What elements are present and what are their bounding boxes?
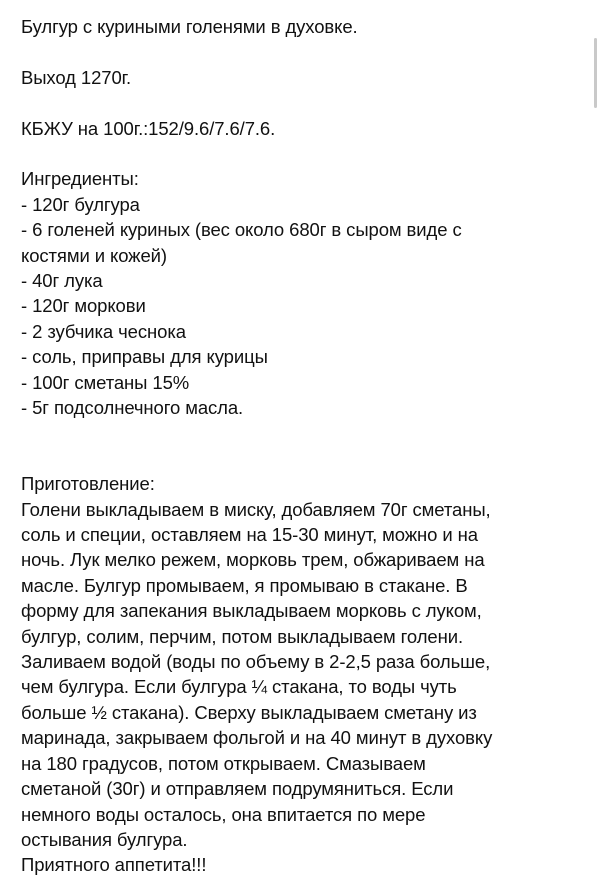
ingredient-item: - соль, приправы для курицы — [21, 346, 268, 368]
recipe-note — [21, 14, 581, 878]
method-line: масле. Булгур промываем, я промываю в стакане. В — [21, 574, 468, 596]
method-line: форму для запекания выкладываем морковь с луком, — [21, 600, 482, 622]
method-line: маринада, закрываем фольгой и на 40 минут в духовку — [21, 727, 493, 749]
scrollbar-thumb[interactable] — [594, 38, 597, 108]
method-line: соль и специи, оставляем на 15-30 минут, можно и на — [21, 524, 478, 546]
recipe-title: Булгур с куриными голенями в духовке. — [21, 16, 358, 37]
ingredient-item: - 5г подсолнечного масла. — [21, 397, 244, 419]
method-line: больше ½ стакана). Сверху выкладываем сметану из — [21, 701, 477, 723]
ingredient-item: - 2 зубчика чеснока — [21, 320, 186, 342]
method-line: Заливаем водой (воды по объему в 2-2,5 раза больше, — [21, 651, 491, 673]
ingredient-item: - 120г моркови — [21, 295, 146, 317]
method-line: немного воды осталось, она впитается по мере — [21, 803, 426, 825]
spacer — [21, 90, 581, 115]
method-line: булгур, солим, перчим, потом выкладываем голени. — [21, 625, 463, 647]
method-line: на 180 градусов, потом открываем. Смазываем — [21, 752, 426, 774]
method-line: ночь. Лук мелко режем, морковь трем, обжариваем на — [21, 549, 485, 571]
ingredient-item: - 100г сметаны 15% — [21, 371, 190, 393]
ingredients-heading: Ингредиенты: — [21, 168, 139, 190]
spacer — [21, 446, 581, 471]
closing-line: Приятного аппетита!!! — [21, 854, 207, 876]
method-heading: Приготовление: — [21, 473, 155, 495]
ingredient-item: - 120г булгура — [21, 193, 140, 215]
method-line: чем булгура. Если булгура ¼ стакана, то воды чуть — [21, 676, 457, 698]
ingredient-item: костями и кожей) — [21, 244, 167, 266]
method-line: остывания булгура. — [21, 828, 188, 850]
recipe-yield: Выход 1270г. — [21, 66, 132, 88]
spacer — [21, 39, 581, 64]
method-line: Голени выкладываем в миску, добавляем 70г сметаны, — [21, 498, 491, 520]
ingredient-item: - 40г лука — [21, 270, 103, 292]
method-line: сметаной (30г) и отправляем подрумяниться. Если — [21, 778, 454, 800]
recipe-nutrition: КБЖУ на 100г.:152/9.6/7.6/7.6. — [21, 117, 276, 139]
spacer — [21, 420, 581, 445]
ingredient-item: - 6 голеней куриных (вес около 680г в сыром виде с — [21, 219, 462, 241]
spacer — [21, 141, 581, 166]
